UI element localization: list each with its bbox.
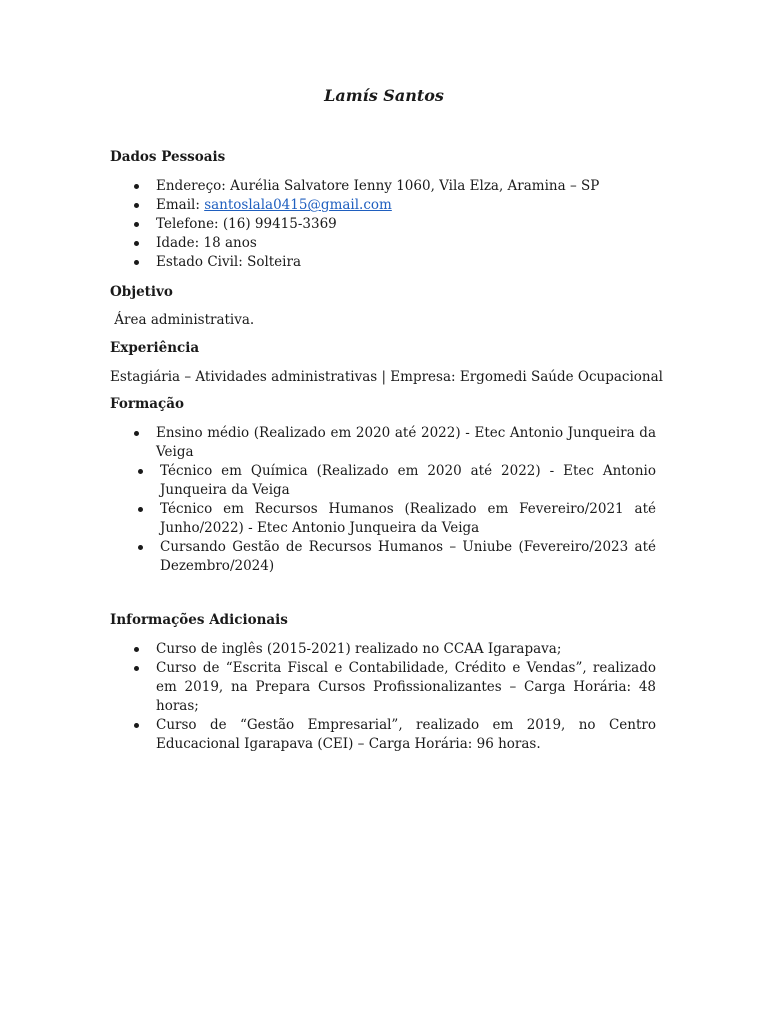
- list-item: [110, 253, 656, 272]
- formacao-item-text: Técnico em Química (Realizado em 2020 até 2022) - Etec Antonio Junqueira da Veiga: [160, 463, 656, 498]
- list-item: [110, 196, 656, 215]
- info-item-text: Curso de “Gestão Empresarial”, realizado em 2019, no Centro Educacional Igarapava (CEI) – Carga Horária: 96 horas.: [156, 717, 656, 752]
- bullet-icon: [134, 647, 139, 652]
- phone-text: Telefone: (16) 99415-3369: [156, 216, 337, 232]
- bullet-icon: [134, 723, 139, 728]
- candidate-name: Lamís Santos: [324, 86, 444, 105]
- section-title-experiencia: Experiência: [110, 340, 200, 356]
- list-item: [110, 659, 656, 716]
- formacao-item-text: Ensino médio (Realizado em 2020 até 2022) - Etec Antonio Junqueira da Veiga: [156, 425, 656, 460]
- bullet-icon: [138, 469, 143, 474]
- bullet-icon: [134, 184, 139, 189]
- info-item-text: Curso de “Escrita Fiscal e Contabilidade, Crédito e Vendas”, realizado em 2019, na Prepara Cursos Profissionalizantes – Carga Horária: 48 horas;: [156, 660, 656, 714]
- formacao-item-text: Cursando Gestão de Recursos Humanos – Uniube (Fevereiro/2023 até Dezembro/2024): [160, 539, 656, 574]
- formacao-item-text: Técnico em Recursos Humanos (Realizado em Fevereiro/2021 até Junho/2022) - Etec Antonio Junqueira da Veiga: [160, 501, 656, 536]
- list-item: [110, 215, 656, 234]
- list-item: [110, 716, 656, 754]
- civil-status-text: Estado Civil: Solteira: [156, 254, 301, 270]
- informacoes-adicionais-list: [110, 640, 656, 754]
- bullet-icon: [134, 260, 139, 265]
- dados-pessoais-list: [110, 177, 656, 272]
- bullet-icon: [134, 431, 139, 436]
- bullet-icon: [134, 241, 139, 246]
- bullet-icon: [134, 222, 139, 227]
- section-title-objetivo: Objetivo: [110, 284, 173, 300]
- list-item: [110, 500, 656, 538]
- list-item: [110, 462, 656, 500]
- age-text: Idade: 18 anos: [156, 235, 257, 251]
- address-text: Endereço: Aurélia Salvatore Ienny 1060, Vila Elza, Aramina – SP: [156, 178, 600, 194]
- section-title-dados-pessoais: Dados Pessoais: [110, 149, 226, 165]
- email-label: Email:: [156, 197, 205, 213]
- bullet-icon: [138, 545, 143, 550]
- list-item: [110, 177, 656, 196]
- list-item: [110, 424, 656, 462]
- section-title-formacao: Formação: [110, 396, 184, 412]
- bullet-icon: [138, 507, 143, 512]
- info-item-text: Curso de inglês (2015-2021) realizado no CCAA Igarapava;: [156, 641, 562, 657]
- bullet-icon: [134, 666, 139, 671]
- formacao-list: [110, 424, 656, 576]
- objetivo-text: Área administrativa.: [110, 312, 255, 328]
- email-link[interactable]: santoslala0415@gmail.com: [204, 197, 392, 213]
- experiencia-text: Estagiária – Atividades administrativas | Empresa: Ergomedi Saúde Ocupacional: [110, 369, 663, 385]
- list-item: [110, 640, 656, 659]
- list-item: [110, 538, 656, 576]
- section-title-informacoes-adicionais: Informações Adicionais: [110, 612, 288, 628]
- list-item: [110, 234, 656, 253]
- bullet-icon: [134, 203, 139, 208]
